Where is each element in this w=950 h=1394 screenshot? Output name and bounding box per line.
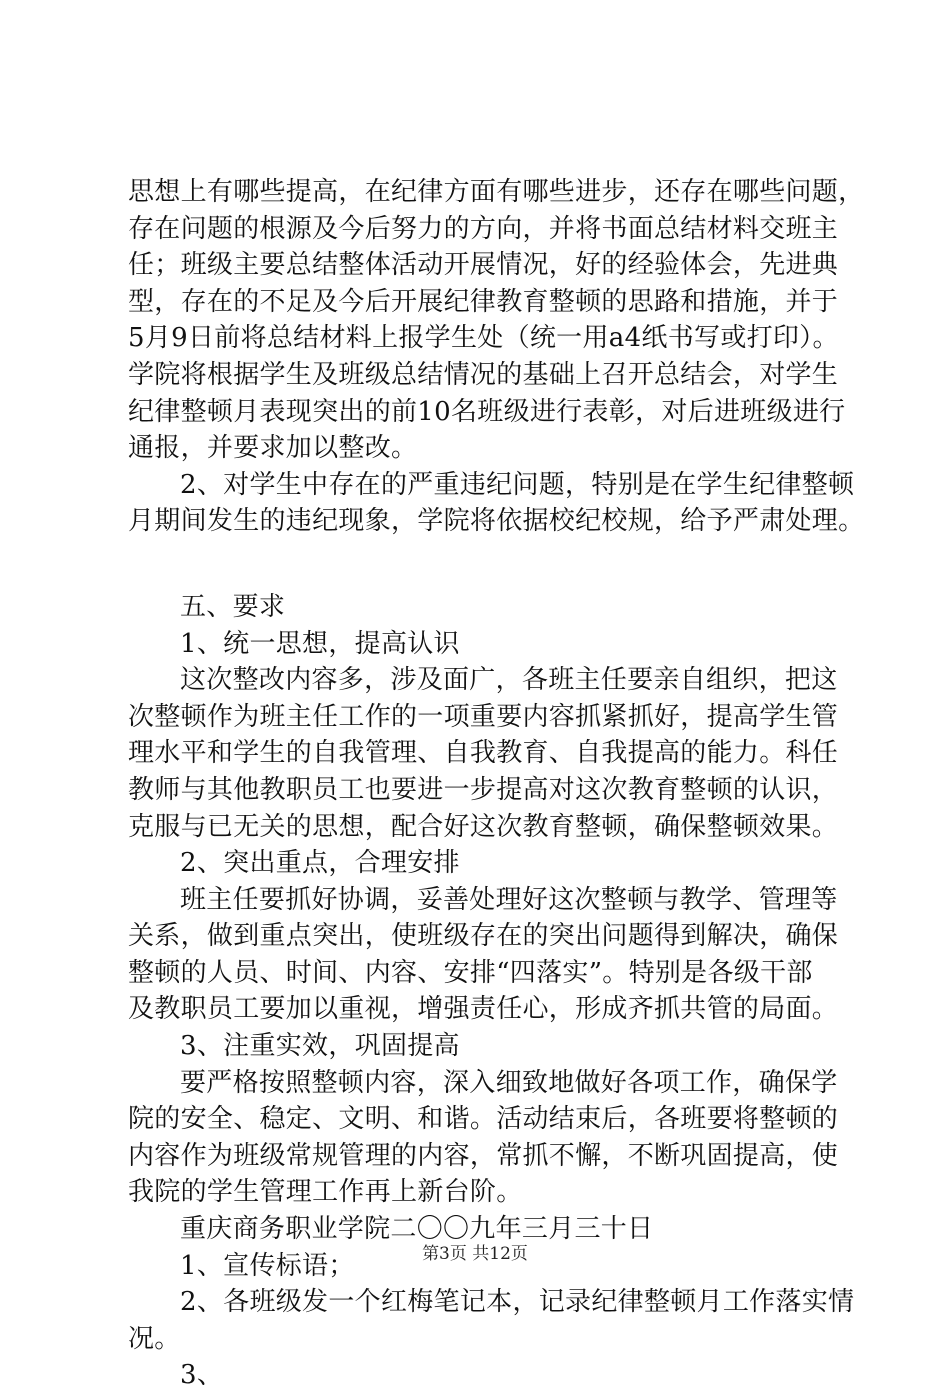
signature-line: 重庆商务职业学院二〇〇九年三月三十日 [180,1214,654,1245]
paragraph-line: 我院的学生管理工作再上新台阶。 [128,1177,523,1208]
paragraph-line: 班主任要抓好协调，妥善处理好这次整顿与教学、管理等 [180,884,838,915]
paragraph-line: 月期间发生的违纪现象，学院将依据校纪校规，给予严肃处理。 [128,506,865,537]
paragraph-line: 教师与其他教职员工也要进一步提高对这次教育整顿的认识， [128,774,839,805]
page-footer: 第3页 共12页 [422,1244,528,1264]
document-body [128,174,865,1394]
paragraph-line: 2、对学生中存在的严重违纪问题，特别是在学生纪律整顿 [180,469,855,500]
paragraph-line: 通报，并要求加以整改。 [128,433,418,464]
subheading-effectiveness: 3、注重实效，巩固提高 [180,1031,460,1062]
paragraph-line: 及教职员工要加以重视，增强责任心，形成齐抓共管的局面。 [128,994,839,1025]
appendix-item: 1、宣传标语； [180,1250,355,1281]
appendix-item: 3、 [180,1360,224,1391]
blank-gap [128,540,848,589]
paragraph-line: 关系，做到重点突出，使班级存在的突出问题得到解决，确保 [128,921,839,952]
paragraph-line: 次整顿作为班主任工作的一项重要内容抓紧抓好，提高学生管 [128,701,839,732]
paragraph-line: 思想上有哪些提高，在纪律方面有哪些进步，还存在哪些问题， [128,177,865,207]
paragraph-line: 学院将根据学生及班级总结情况的基础上召开总结会，对学生 [128,359,839,390]
paragraph-line: 纪律整顿月表现突出的前10名班级进行表彰，对后进班级进行 [128,396,846,427]
paragraph-line: 这次整改内容多，涉及面广，各班主任要亲自组织，把这 [180,665,838,696]
subheading-highlight-focus: 2、突出重点，合理安排 [180,848,460,879]
subheading-unify-thinking: 1、统一思想，提高认识 [180,628,460,659]
appendix-item: 2、各班级发一个红梅笔记本，记录纪律整顿月工作落实情 [180,1287,855,1318]
paragraph-line: 5月9日前将总结材料上报学生处（统一用a4纸书写或打印）。 [128,323,839,354]
paragraph-line: 整顿的人员、时间、内容、安排“四落实”。特别是各级干部 [128,957,813,988]
paragraph-line: 克服与已无关的思想，配合好这次教育整顿，确保整顿效果。 [128,811,839,842]
paragraph-line: 内容作为班级常规管理的内容，常抓不懈，不断巩固提高，使 [128,1140,839,1171]
section-heading: 五、要求 [180,591,286,622]
paragraph-line: 院的安全、稳定、文明、和谐。活动结束后，各班要将整顿的 [128,1104,839,1135]
paragraph-line: 型，存在的不足及今后开展纪律教育整顿的思路和措施，并于 [128,286,839,317]
paragraph-line: 理水平和学生的自我管理、自我教育、自我提高的能力。科任 [128,738,839,769]
paragraph-line: 存在问题的根源及今后努力的方向，并将书面总结材料交班主 [128,213,839,244]
paragraph-line: 任；班级主要总结整体活动开展情况，好的经验体会，先进典 [128,250,839,281]
appendix-item-continued: 况。 [128,1323,181,1354]
paragraph-line: 要严格按照整顿内容，深入细致地做好各项工作，确保学 [180,1067,838,1098]
